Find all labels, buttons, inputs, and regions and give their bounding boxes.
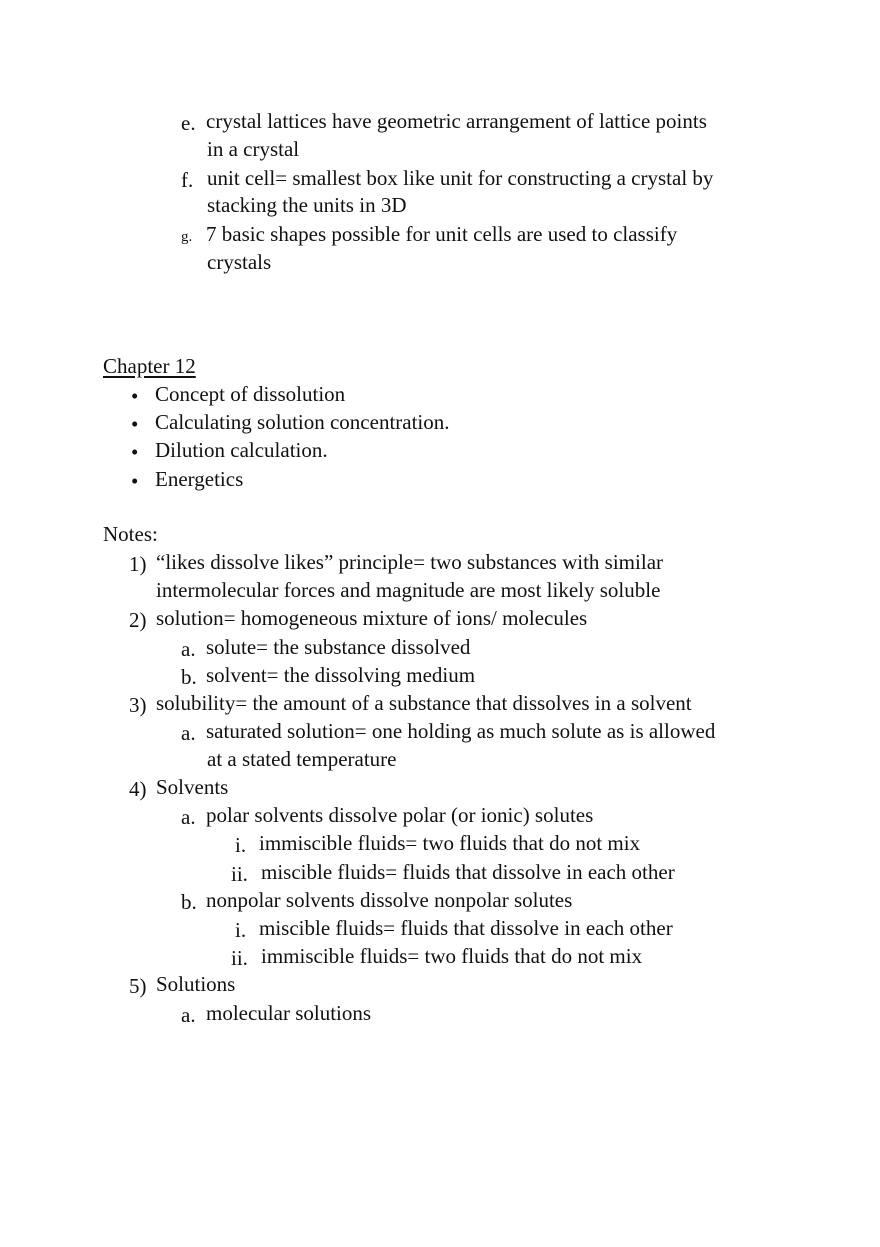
- topic-item: Concept of dissolution: [155, 382, 346, 406]
- list-item-text: 7 basic shapes possible for unit cells are used to classify: [206, 222, 678, 246]
- list-marker: 3): [129, 693, 147, 717]
- list-item-text: “likes dissolve likes” principle= two substances with similar: [156, 550, 664, 574]
- sub-item-text: solute= the substance dissolved: [206, 635, 471, 659]
- roman-marker: i.: [235, 833, 247, 857]
- topic-item: Energetics: [155, 467, 244, 491]
- roman-item-text: miscible fluids= fluids that dissolve in each other: [259, 916, 673, 940]
- topic-item: Calculating solution concentration.: [155, 410, 450, 434]
- sub-marker: a.: [181, 721, 196, 745]
- roman-marker: i.: [235, 918, 247, 942]
- bullet-marker: •: [131, 469, 139, 493]
- sub-item-text: molecular solutions: [206, 1001, 372, 1025]
- sub-marker: a.: [181, 637, 196, 661]
- list-item-text-continued: intermolecular forces and magnitude are most likely soluble: [156, 578, 661, 602]
- list-item-text: unit cell= smallest box like unit for constructing a crystal by: [207, 166, 714, 190]
- list-item-text-continued: in a crystal: [207, 137, 300, 161]
- list-marker: 5): [129, 974, 147, 998]
- notes-heading: Notes:: [103, 522, 158, 546]
- list-marker: e.: [181, 111, 196, 135]
- list-item-text-continued: stacking the units in 3D: [207, 193, 407, 217]
- sub-item-text: polar solvents dissolve polar (or ionic) solutes: [206, 803, 594, 827]
- list-marker: 4): [129, 777, 147, 801]
- roman-marker: ii.: [231, 946, 248, 970]
- sub-item-text: solvent= the dissolving medium: [206, 663, 476, 687]
- list-marker: 1): [129, 552, 147, 576]
- list-marker: f.: [181, 168, 194, 192]
- list-marker: 2): [129, 608, 147, 632]
- bullet-marker: •: [131, 384, 139, 408]
- sub-marker: b.: [181, 890, 197, 914]
- bullet-marker: •: [131, 412, 139, 436]
- roman-marker: ii.: [231, 862, 248, 886]
- roman-item-text: immiscible fluids= two fluids that do not mix: [259, 831, 641, 855]
- list-item-text: Solutions: [156, 972, 236, 996]
- roman-item-text: miscible fluids= fluids that dissolve in each other: [261, 860, 675, 884]
- sub-item-text: saturated solution= one holding as much solute as is allowed: [206, 719, 716, 743]
- list-marker: g.: [181, 229, 193, 245]
- roman-item-text: immiscible fluids= two fluids that do not mix: [261, 944, 643, 968]
- sub-item-text: nonpolar solvents dissolve nonpolar solutes: [206, 888, 573, 912]
- list-item-text: crystal lattices have geometric arrangement of lattice points: [206, 109, 707, 133]
- list-item-text-continued: crystals: [207, 250, 272, 274]
- sub-item-text-continued: at a stated temperature: [207, 747, 397, 771]
- bullet-marker: •: [131, 440, 139, 464]
- sub-marker: a.: [181, 1003, 196, 1027]
- list-item-text: Solvents: [156, 775, 229, 799]
- list-item-text: solubility= the amount of a substance that dissolves in a solvent: [156, 691, 692, 715]
- list-item-text: solution= homogeneous mixture of ions/ molecules: [156, 606, 588, 630]
- chapter-heading: Chapter 12: [103, 354, 196, 378]
- sub-marker: b.: [181, 665, 197, 689]
- sub-marker: a.: [181, 805, 196, 829]
- topic-item: Dilution calculation.: [155, 438, 328, 462]
